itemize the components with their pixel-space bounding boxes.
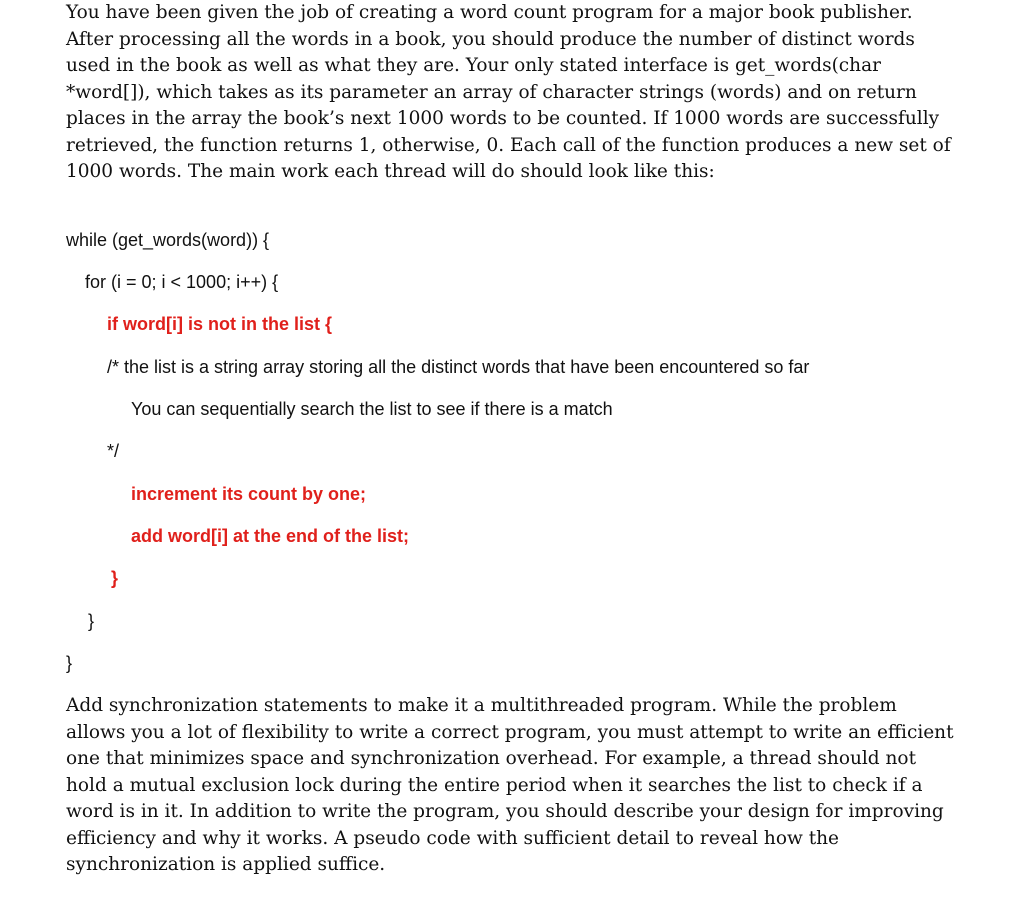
code-if-line: if word[i] is not in the list {: [107, 314, 332, 334]
code-for-line: for (i = 0; i < 1000; i++) {: [85, 272, 279, 292]
code-increment-line: increment its count by one;: [131, 484, 367, 504]
outro-paragraph: Add synchronization statements to make it a multithreaded program. While the problem allows you a lot of flexibility to write a correct program, you must attempt to write an efficient one that minimizes space and synchronization overhead. For example, a thread should not hold a mutual exclusion lock during the entire period when it searches the list to check if a word is in it. In addition to write the program, you should describe your design for improving efficiency and why it works. A pseudo code with sufficient detail to reveal how the synchronization is applied suffice.: [66, 695, 954, 875]
intro-paragraph: You have been given the job of creating a word count program for a major book publisher. After processing all the words in a book, you should produce the number of distinct words used in the book as well as what they are. Your only stated interface is get_words(char *word[]), which takes as its parameter an array of character strings (words) and on return places in the array the book’s next 1000 words to be counted. If 1000 words are successfully retrieved, the function returns 1, otherwise, 0. Each call of the function produces a new set of 1000 words. The main work each thread will do should look like this:: [66, 2, 951, 182]
code-if-close: }: [111, 568, 119, 588]
code-while-close: }: [66, 653, 73, 673]
code-comment-close: */: [107, 441, 120, 461]
code-comment-open: /* the list is a string array storing all the distinct words that have been encountered so far: [107, 357, 810, 377]
code-while-line: while (get_words(word)) {: [66, 230, 270, 250]
code-for-close: }: [88, 611, 95, 631]
code-add-line: add word[i] at the end of the list;: [131, 526, 409, 546]
code-comment-body: You can sequentially search the list to see if there is a match: [131, 399, 613, 419]
